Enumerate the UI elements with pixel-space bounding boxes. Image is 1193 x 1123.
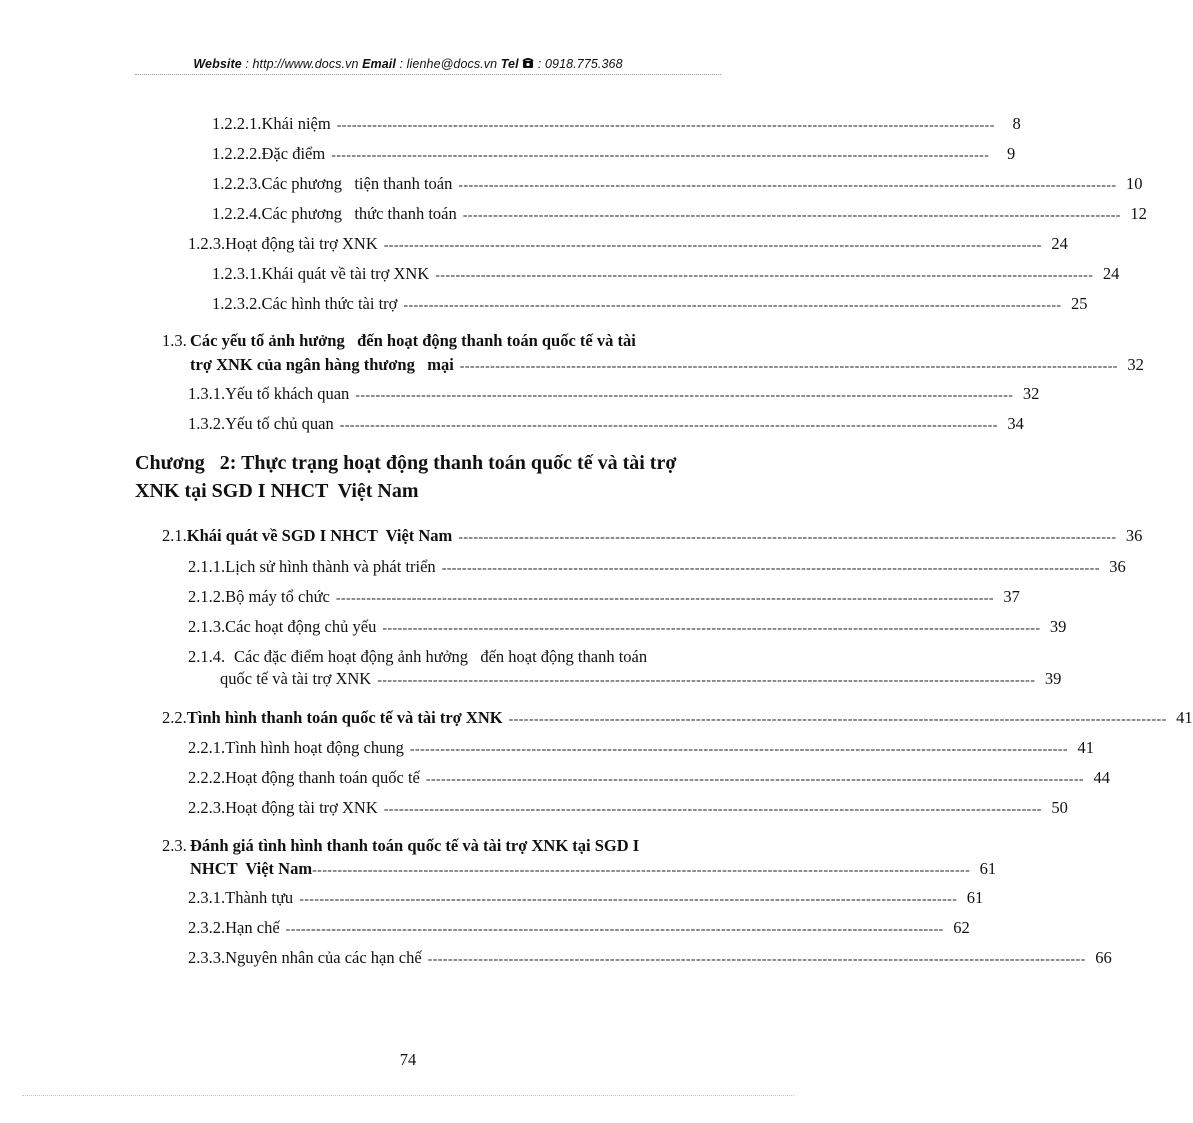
- toc-entry-page: 36: [1125, 526, 1143, 545]
- chapter-heading[interactable]: Chương 2: Thực trạng hoạt động thanh toán quốc tế và tài trợ: [135, 452, 677, 474]
- toc-entry[interactable]: [212, 144, 1016, 166]
- toc-entry[interactable]: [188, 738, 1094, 760]
- toc-entry-number: 2.2.1.: [188, 738, 226, 757]
- toc-entry-title: Hoạt động thanh toán quốc tế: [225, 768, 420, 787]
- toc-entry-page: 41: [1176, 708, 1193, 727]
- toc-entry-page: 9: [1007, 144, 1016, 163]
- toc-entry-page: 12: [1130, 204, 1147, 223]
- toc-leader: ----------------------------------------------------------------------------------------------------------------------------------: [339, 418, 998, 433]
- toc-entry-title: Các phương thức thanh toán: [261, 204, 457, 223]
- toc-entry-page: 66: [1095, 948, 1112, 967]
- toc-entry-title: Hoạt động tài trợ XNK: [225, 798, 378, 817]
- toc-entry-title-cont: trợ XNK của ngân hàng thương mại: [190, 355, 454, 374]
- toc-entry-page: 24: [1051, 234, 1068, 253]
- toc-entry-number: 1.2.3.1.: [212, 264, 262, 283]
- toc-leader: ----------------------------------------------------------------------------------------------------------------------------------: [441, 561, 1100, 576]
- toc-entry[interactable]: [188, 798, 1068, 820]
- toc-entry[interactable]: [188, 948, 1112, 970]
- toc-leader: ----------------------------------------------------------------------------------------------------------------------------------: [427, 952, 1086, 967]
- toc-entry-number: 1.3.: [162, 331, 187, 350]
- email-value: : lienhe@docs.vn: [395, 57, 501, 71]
- toc-entry-title: Các phương tiện thanh toán: [261, 174, 453, 193]
- toc-entry-page: 62: [953, 918, 970, 937]
- toc-entry-page: 8: [1012, 114, 1021, 133]
- toc-entry[interactable]: [188, 234, 1068, 256]
- toc-entry-continuation[interactable]: [190, 859, 997, 881]
- toc-leader: ----------------------------------------------------------------------------------------------------------------------------------: [299, 892, 958, 907]
- toc-entry-title: Thành tựu: [225, 888, 294, 907]
- toc-entry[interactable]: [188, 918, 970, 940]
- toc-entry-page: 32: [1022, 384, 1040, 403]
- toc-entry-title: Bộ máy tổ chức: [225, 587, 330, 606]
- toc-entry-number: 1.2.3.2.: [212, 294, 262, 313]
- website-label: Website: [193, 57, 242, 71]
- toc-entry-page: 44: [1093, 768, 1110, 787]
- toc-entry-title-cont: NHCT Việt Nam: [190, 859, 313, 878]
- toc-entry-number: 2.3.: [162, 836, 187, 855]
- toc-entry-title: Các hình thức tài trợ: [261, 294, 398, 313]
- toc-entry-title-cont: quốc tế và tài trợ XNK: [220, 669, 372, 688]
- toc-entry-page: 41: [1077, 738, 1094, 757]
- toc-entry-title: Hoạt động tài trợ XNK: [225, 234, 378, 253]
- toc-entry[interactable]: [188, 768, 1110, 790]
- toc-entry-continuation[interactable]: [220, 669, 1062, 691]
- toc-entry-title: Đánh giá tình hình thanh toán quốc tế và tài trợ XNK tại SGD I: [190, 836, 640, 855]
- toc-leader: ----------------------------------------------------------------------------------------------------------------------------------: [335, 591, 994, 606]
- toc-entry-page: 24: [1102, 264, 1120, 283]
- toc-leader: ----------------------------------------------------------------------------------------------------------------------------------: [409, 742, 1068, 757]
- toc-entry[interactable]: [212, 204, 1147, 226]
- toc-entry[interactable]: [188, 414, 1024, 436]
- toc-leader: ----------------------------------------------------------------------------------------------------------------------------------: [382, 621, 1041, 636]
- toc-entry-page: 37: [1003, 587, 1020, 606]
- toc-entry-number: 1.2.2.2.: [212, 144, 262, 163]
- toc-leader: ----------------------------------------------------------------------------------------------------------------------------------: [285, 922, 944, 937]
- toc-leader: ----------------------------------------------------------------------------------------------------------------------------------: [435, 268, 1094, 283]
- toc-entry[interactable]: [212, 264, 1120, 286]
- toc-leader: ----------------------------------------------------------------------------------------------------------------------------------: [336, 118, 995, 133]
- toc-entry-page: 25: [1070, 294, 1088, 313]
- phone-icon: [522, 58, 534, 69]
- toc-entry-number: 2.2.2.: [188, 768, 226, 787]
- toc-leader: ----------------------------------------------------------------------------------------------------------------------------------: [403, 298, 1062, 313]
- header-divider: [135, 74, 721, 75]
- toc-leader: ----------------------------------------------------------------------------------------------------------------------------------: [458, 178, 1117, 193]
- toc-leader: ----------------------------------------------------------------------------------------------------------------------------------: [458, 530, 1117, 545]
- toc-entry-title: Khái quát về tài trợ XNK: [261, 264, 430, 283]
- toc-entry[interactable]: [212, 114, 1021, 136]
- toc-entry-number: 1.2.2.4.: [212, 204, 262, 223]
- toc-section-heading[interactable]: [162, 526, 1143, 548]
- toc-entry[interactable]: [188, 384, 1040, 406]
- page-header: [0, 57, 816, 71]
- toc-entry-page: 32: [1127, 355, 1144, 374]
- toc-entry-number: 2.3.3.: [188, 948, 226, 967]
- toc-entry-number: 2.2.: [162, 708, 187, 727]
- toc-entry-title: Các hoạt động chủ yếu: [225, 617, 377, 636]
- toc-entry-page: 36: [1109, 557, 1126, 576]
- toc-entry-number: 1.2.2.3.: [212, 174, 262, 193]
- toc-entry-number: 1.3.1.: [188, 384, 226, 403]
- toc-entry-title: Hạn chế: [225, 918, 280, 937]
- toc-entry-page: 50: [1051, 798, 1068, 817]
- toc-entry-title: Các đặc điểm hoạt động ảnh hưởng đến hoạt động thanh toán: [234, 647, 648, 666]
- footer-divider: [22, 1095, 794, 1096]
- toc-entry-number: 2.3.2.: [188, 918, 226, 937]
- toc-entry-title: Đặc điểm: [261, 144, 326, 163]
- toc-entry[interactable]: [188, 617, 1067, 639]
- toc-entry-number: 1.3.2.: [188, 414, 226, 433]
- toc-entry-number: 1.2.2.1.: [212, 114, 262, 133]
- toc-entry[interactable]: [212, 174, 1143, 196]
- toc-leader: ----------------------------------------------------------------------------------------------------------------------------------: [459, 359, 1118, 374]
- toc-entry-page: 39: [1044, 669, 1062, 688]
- toc-entry-title: Khái niệm: [261, 114, 331, 133]
- toc-entry-number: 2.1.2.: [188, 587, 226, 606]
- toc-entry-page: 61: [979, 859, 997, 878]
- toc-entry-number: 1.2.3.: [188, 234, 226, 253]
- toc-entry-page: 34: [1007, 414, 1024, 433]
- toc-entry-title: Tình hình thanh toán quốc tế và tài trợ XNK: [186, 708, 503, 727]
- toc-leader: ----------------------------------------------------------------------------------------------------------------------------------: [377, 673, 1036, 688]
- toc-entry-title: Yếu tố khách quan: [225, 384, 350, 403]
- email-label: Email: [362, 57, 396, 71]
- toc-section-heading[interactable]: [162, 331, 742, 353]
- toc-section-heading[interactable]: [162, 836, 742, 858]
- toc-entry-title: Lịch sử hình thành và phát triển: [225, 557, 436, 576]
- toc-leader: ----------------------------------------------------------------------------------------------------------------------------------: [383, 238, 1042, 253]
- toc-entry-title: Nguyên nhân của các hạn chế: [225, 948, 422, 967]
- toc-entry[interactable]: [188, 647, 748, 669]
- toc-entry-title: Yếu tố chủ quan: [225, 414, 334, 433]
- toc-entry[interactable]: [188, 557, 1126, 579]
- toc-leader: ----------------------------------------------------------------------------------------------------------------------------------: [355, 388, 1014, 403]
- toc-entry-page: 61: [966, 888, 984, 907]
- website-value: : http://www.docs.vn: [241, 57, 363, 71]
- toc-entry-page: 39: [1049, 617, 1067, 636]
- toc-entry-number: 2.1.4.: [188, 647, 226, 666]
- toc-entry-page: 10: [1125, 174, 1143, 193]
- toc-entry-number: 2.1.3.: [188, 617, 226, 636]
- toc-entry-number: 2.2.3.: [188, 798, 226, 817]
- toc-entry[interactable]: [188, 888, 984, 910]
- tel-value: : 0918.775.368: [534, 57, 623, 71]
- toc-leader: ----------------------------------------------------------------------------------------------------------------------------------: [331, 148, 990, 163]
- toc-entry-continuation[interactable]: [190, 355, 1144, 377]
- page-number: 74: [399, 1050, 417, 1069]
- toc-leader: ----------------------------------------------------------------------------------------------------------------------------------: [508, 712, 1167, 727]
- toc-entry-number: 2.1.1.: [188, 557, 226, 576]
- toc-entry-number: 2.3.1.: [188, 888, 226, 907]
- toc-entry-title: Khái quát về SGD I NHCT Việt Nam: [186, 526, 453, 545]
- toc-entry[interactable]: [188, 587, 1020, 609]
- toc-leader: ----------------------------------------------------------------------------------------------------------------------------------: [312, 863, 971, 878]
- toc-leader: ----------------------------------------------------------------------------------------------------------------------------------: [462, 208, 1121, 223]
- toc-entry-number: 2.1.: [162, 526, 187, 545]
- tel-label: Tel: [500, 57, 519, 71]
- toc-section-heading[interactable]: [162, 708, 1193, 730]
- toc-entry[interactable]: [212, 294, 1088, 316]
- chapter-heading-cont[interactable]: XNK tại SGD I NHCT Việt Nam: [135, 480, 419, 502]
- toc-entry-title: Các yếu tố ảnh hưởng đến hoạt động thanh toán quốc tế và tài: [190, 331, 636, 350]
- toc-entry-title: Tình hình hoạt động chung: [225, 738, 404, 757]
- toc-leader: ----------------------------------------------------------------------------------------------------------------------------------: [425, 772, 1084, 787]
- toc-leader: ----------------------------------------------------------------------------------------------------------------------------------: [383, 802, 1042, 817]
